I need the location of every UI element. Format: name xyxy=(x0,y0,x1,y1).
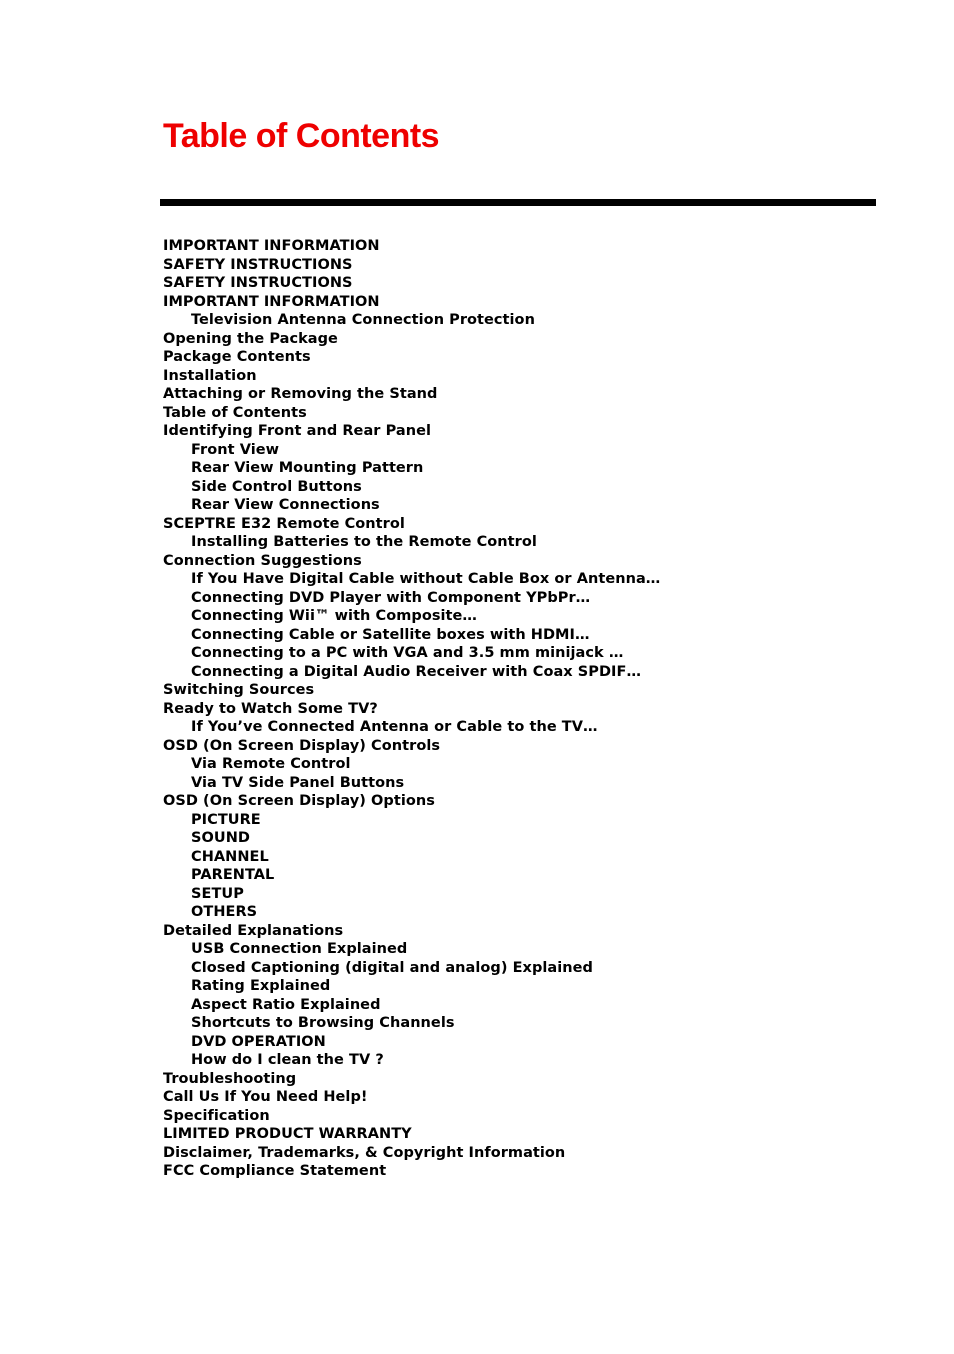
toc-entry[interactable]: SAFETY INSTRUCTIONS xyxy=(163,275,353,291)
toc-subentry[interactable]: SETUP xyxy=(191,885,244,902)
title-divider-rule xyxy=(160,199,876,206)
toc-subentry[interactable]: Installing Batteries to the Remote Control xyxy=(191,534,537,550)
toc-entry[interactable]: Switching Sources xyxy=(163,682,315,698)
toc-entry[interactable]: Disclaimer, Trademarks, & Copyright Information xyxy=(163,1144,566,1161)
toc-subentry[interactable]: How do I clean the TV ? xyxy=(191,1052,384,1068)
toc-subentry[interactable]: Closed Captioning (digital and analog) Explained xyxy=(191,959,593,976)
toc-subentry[interactable]: Rating Explained xyxy=(191,978,331,994)
toc-subentry[interactable]: If You Have Digital Cable without Cable Box or Antenna… xyxy=(191,571,661,587)
toc-subentry[interactable]: PARENTAL xyxy=(191,867,275,883)
toc-entry[interactable]: Package Contents xyxy=(163,349,311,365)
toc-entry[interactable]: Ready to Watch Some TV? xyxy=(163,700,378,717)
toc-subentry[interactable]: USB Connection Explained xyxy=(191,941,408,957)
toc-subentry[interactable]: Connecting DVD Player with Component YPbPr… xyxy=(191,589,591,606)
toc-entry[interactable]: Attaching or Removing the Stand xyxy=(163,386,438,402)
toc-subentry[interactable]: Connecting Wii™ with Composite… xyxy=(191,608,477,624)
toc-entry[interactable]: Table of Contents xyxy=(163,404,307,421)
toc-entry[interactable]: SAFETY INSTRUCTIONS xyxy=(163,256,353,273)
toc-entry[interactable]: OSD (On Screen Display) Controls xyxy=(163,737,441,754)
toc-subentry[interactable]: Television Antenna Connection Protection xyxy=(191,312,535,328)
toc-entry[interactable]: OSD (On Screen Display) Options xyxy=(163,793,435,809)
toc-entry[interactable]: LIMITED PRODUCT WARRANTY xyxy=(163,1126,412,1142)
toc-subentry[interactable]: Connecting to a PC with VGA and 3.5 mm minijack … xyxy=(191,645,624,661)
toc-entry[interactable]: Specification xyxy=(163,1107,270,1124)
toc-subentry[interactable]: Via TV Side Panel Buttons xyxy=(191,774,405,791)
toc-subentry[interactable]: If You’ve Connected Antenna or Cable to the TV… xyxy=(191,719,598,735)
toc-subentry[interactable]: Side Control Buttons xyxy=(191,478,362,495)
toc-entry[interactable]: IMPORTANT INFORMATION xyxy=(163,293,380,310)
toc-subentry[interactable]: Front View xyxy=(191,441,280,458)
toc-entry[interactable]: SCEPTRE E32 Remote Control xyxy=(163,515,405,532)
toc-subentry[interactable]: SOUND xyxy=(191,830,250,846)
toc-entry[interactable]: Connection Suggestions xyxy=(163,552,362,569)
toc-entry[interactable]: IMPORTANT INFORMATION xyxy=(163,238,380,254)
toc-subentry[interactable]: DVD OPERATION xyxy=(191,1033,326,1050)
toc-entry[interactable]: Installation xyxy=(163,367,257,384)
toc-entry[interactable]: Call Us If You Need Help! xyxy=(163,1089,368,1105)
page-title: Table of Contents xyxy=(163,117,440,155)
toc-subentry[interactable]: Rear View Mounting Pattern xyxy=(191,460,424,476)
toc-subentry[interactable]: Connecting Cable or Satellite boxes with HDMI… xyxy=(191,626,590,643)
toc-subentry[interactable]: Rear View Connections xyxy=(191,497,380,513)
toc-entry[interactable]: Opening the Package xyxy=(163,330,338,347)
toc-subentry[interactable]: Via Remote Control xyxy=(191,756,351,772)
toc-subentry[interactable]: CHANNEL xyxy=(191,848,269,865)
toc-subentry[interactable]: OTHERS xyxy=(191,904,258,920)
toc-entry[interactable]: FCC Compliance Statement xyxy=(163,1163,387,1179)
toc-subentry[interactable]: Shortcuts to Browsing Channels xyxy=(191,1015,455,1031)
toc-entry[interactable]: Detailed Explanations xyxy=(163,922,344,939)
toc-subentry[interactable]: Aspect Ratio Explained xyxy=(191,996,381,1013)
toc-subentry[interactable]: PICTURE xyxy=(191,811,261,828)
toc-entry[interactable]: Troubleshooting xyxy=(163,1070,297,1087)
toc-subentry[interactable]: Connecting a Digital Audio Receiver with Coax SPDIF… xyxy=(191,663,642,680)
toc-list xyxy=(163,237,660,1181)
toc-entry[interactable]: Identifying Front and Rear Panel xyxy=(163,423,431,439)
